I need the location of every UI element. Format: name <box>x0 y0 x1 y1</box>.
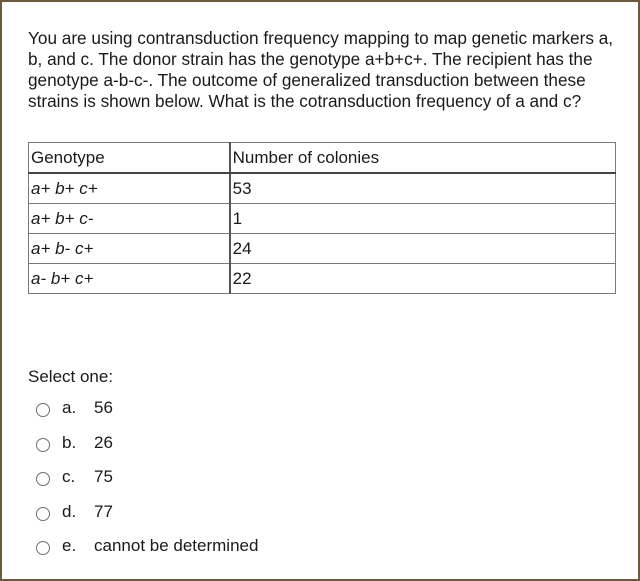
radio-button-a[interactable] <box>36 403 50 417</box>
header-colonies: Number of colonies <box>230 143 616 174</box>
option-text: 26 <box>94 432 113 452</box>
option-text: 77 <box>94 501 113 521</box>
genotype-cell: a+ b+ c- <box>29 204 230 234</box>
option-a[interactable] <box>36 391 258 426</box>
header-genotype: Genotype <box>29 143 230 174</box>
table-row <box>29 264 616 294</box>
option-text: cannot be determined <box>94 536 259 556</box>
option-text: 56 <box>94 398 113 418</box>
radio-button-d[interactable] <box>36 507 50 521</box>
radio-button-c[interactable] <box>36 472 50 486</box>
option-e[interactable] <box>36 529 258 564</box>
question-text: You are using contransduction frequency mapping to map genetic markers a, b, and c. The donor strain has the genotype a+b+c+. The recipient has the genotype a-b-c-. The outcome of generalized transduction between these strains is shown below. What is the cotransduction frequency of a and c? <box>28 28 614 111</box>
genotype-cell: a+ b+ c+ <box>29 173 230 204</box>
option-text: 75 <box>94 467 113 487</box>
option-d[interactable] <box>36 495 258 530</box>
option-letter: e. <box>62 536 77 556</box>
colony-table <box>28 142 616 294</box>
option-letter: c. <box>62 467 76 487</box>
answer-options <box>36 391 258 564</box>
select-one-label: Select one: <box>28 367 114 386</box>
colonies-cell: 24 <box>230 234 616 264</box>
table-header-row <box>29 143 616 174</box>
colonies-cell: 53 <box>230 173 616 204</box>
option-letter: d. <box>62 501 77 521</box>
radio-button-e[interactable] <box>36 541 50 555</box>
table-row <box>29 204 616 234</box>
table-row <box>29 173 616 204</box>
genotype-cell: a+ b- c+ <box>29 234 230 264</box>
genotype-cell: a- b+ c+ <box>29 264 230 294</box>
option-letter: b. <box>62 432 77 452</box>
colonies-cell: 1 <box>230 204 616 234</box>
colonies-cell: 22 <box>230 264 616 294</box>
option-b[interactable] <box>36 426 258 461</box>
option-c[interactable] <box>36 460 258 495</box>
radio-button-b[interactable] <box>36 438 50 452</box>
table-row <box>29 234 616 264</box>
option-letter: a. <box>62 398 77 418</box>
